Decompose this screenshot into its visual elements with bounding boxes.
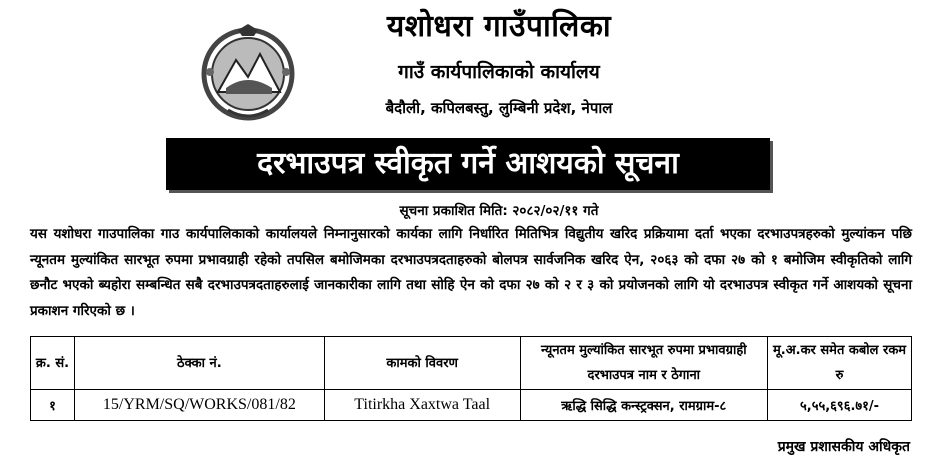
signatory-title: प्रमुख प्रशासकीय अधिकृत bbox=[777, 439, 910, 455]
notice-body: यस यशोधरा गाउपालिका गाउ कार्यपालिकाको कार्यालयले निम्नानुसारको कार्यका लागि निर्धारित मितिभित्र विद्युतीय खरिद प्रक्रियामा दर्ता भएका दरभाउपत्रहरुको मुल्यांकन पछि न्यूनतम मुल्यांकित सारभूत रुपमा प्रभावग्राही रहेको तपसिल बमोजिमका दरभाउपत्रदताहरुको बोलपत्र सार्वजनिक खरिद ऐन, २०६३ को दफा २७ को १ बमोजिम स्वीकृतिको लागि छनौट भएको ब्यहोरा सम्बन्धित सबै दरभाउपत्रदताहरुलाई जानकारीका लागि तथा सोहि ऐन को दफा २७ को २ र ३ को प्रयोजनको लागि यो दरभाउपत्र स्वीकृत गर्ने आशयको सूचना प्रकाशन गरिएको छ । bbox=[30, 226, 912, 319]
publication-date: सूचना प्रकाशित मिति: २०८२/०२/११ गते bbox=[399, 203, 599, 219]
cell-contract-no: 15/YRM/SQ/WORKS/081/82 bbox=[74, 390, 324, 421]
table-row bbox=[31, 390, 912, 421]
header-amount: मू.अ.कर समेत कबोल रकम रु bbox=[768, 337, 912, 390]
header-work-description: कामको विवरण bbox=[324, 337, 520, 390]
table-header-row bbox=[31, 337, 912, 390]
cell-bidder: ऋद्धि सिद्धि कन्स्ट्रक्सन, रामग्राम-८ bbox=[520, 390, 768, 421]
header-sn: क्र. सं. bbox=[31, 337, 75, 390]
notice-title: दरभाउपत्र स्वीकृत गर्ने आशयको सूचना bbox=[166, 138, 770, 190]
award-table bbox=[30, 336, 912, 421]
cell-sn: १ bbox=[31, 390, 75, 421]
cell-amount: ५,५५,६९६.७१/- bbox=[768, 390, 912, 421]
office-address: बैदौली, कपिलबस्तु, लुम्बिनी प्रदेश, नेपाल bbox=[385, 99, 613, 117]
office-name: गाउँ कार्यपालिकाको कार्यालय bbox=[398, 61, 600, 83]
header-bidder: न्यूनतम मुल्यांकित सारभूत रुपमा प्रभावग्राही दरभाउपत्र नाम र ठेगाना bbox=[520, 337, 768, 390]
cell-work-description: Titirkha Xaxtwa Taal bbox=[324, 390, 520, 421]
header-contract-no: ठेक्का नं. bbox=[74, 337, 324, 390]
organization-name: यशोधरा गाउँपालिका bbox=[386, 9, 612, 44]
